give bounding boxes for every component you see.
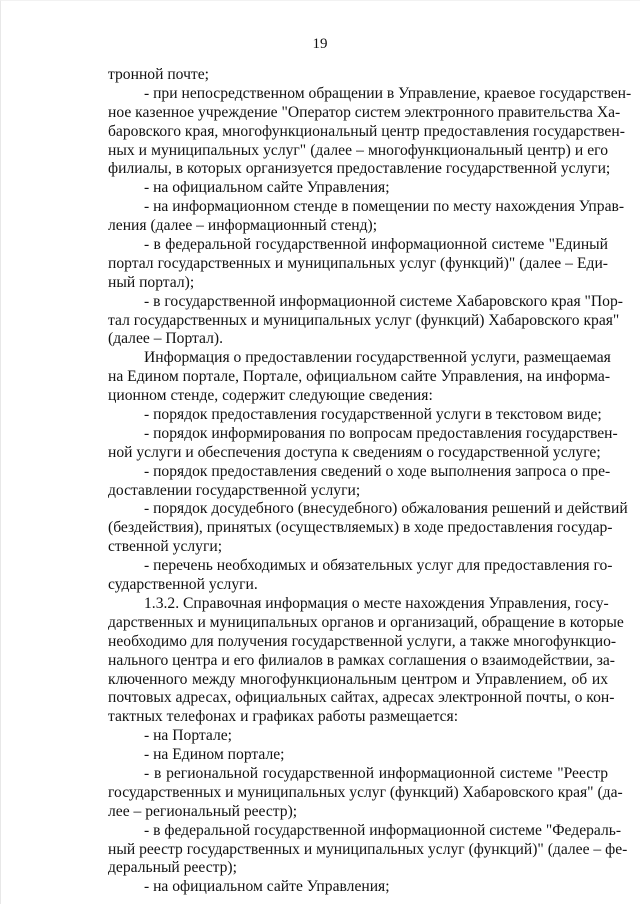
text-line: ный реестр государственных и муниципальных услуг (функций)" (далее – фе- (108, 840, 628, 858)
text-line: необходимо для получения государственной услуги, а также многофункцио- (108, 632, 617, 650)
text-line: - порядок информирования по вопросам предоставления государствен- (144, 424, 618, 442)
text-line: тронной почте; (108, 66, 209, 83)
text-line: лее – региональный реестр); (108, 802, 298, 820)
text-line: - перечень необходимых и обязательных услуг для предоставления го- (144, 557, 613, 575)
text-line: ственной услуги; (108, 538, 223, 556)
text-line: доставлении государственной услуги; (108, 481, 361, 499)
text-line: филиалы, в которых организуется предоставление государственной услуги; (108, 160, 611, 178)
text-line: - при непосредственном обращении в Управление, краевое государствен- (144, 84, 632, 102)
text-line: - в региональной государственной информационной системе "Реестр (144, 764, 608, 782)
text-line: - порядок предоставления государственной услуги в текстовом виде; (144, 406, 602, 424)
text-line: нального центра и его филиалов в рамках соглашения о взаимодействии, за- (108, 651, 615, 669)
text-line: дарственных и муниципальных органов и организаций, обращение в которые (108, 613, 624, 631)
text-line: деральный реестр); (108, 859, 237, 877)
text-line: ления (далее – информационный стенд); (108, 217, 378, 235)
text-line: ный портал); (108, 273, 195, 291)
text-line: почтовых адресах, официальных сайтах, адресах электронной почты, о кон- (108, 689, 615, 707)
text-line: - порядок досудебного (внесудебного) обжалования решений и действий (144, 500, 628, 518)
text-line: сударственной услуги. (108, 576, 258, 594)
page-number: 19 (312, 36, 328, 52)
text-line: - порядок предоставления сведений о ходе выполнения запроса о пре- (144, 462, 611, 480)
text-line: Информация о предоставлении государственной услуги, размещаемая (144, 349, 611, 367)
text-line: - в федеральной государственной информационной системе "Единый (144, 236, 608, 254)
document-body (108, 66, 632, 897)
text-line: - на информационном стенде в помещении по месту нахождения Управ- (144, 198, 625, 216)
text-line: ных и муниципальных услуг" (далее – многофункциональный центр) и его (108, 141, 608, 159)
text-line: ционном стенде, содержит следующие сведения: (108, 387, 433, 405)
text-line: тактных телефонах и графиках работы размещается: (108, 708, 459, 726)
text-line: ное казенное учреждение "Оператор систем электронного правительства Ха- (108, 103, 621, 121)
text-line: портал государственных и муниципальных услуг (функций)" (далее – Еди- (108, 254, 608, 272)
text-line: (далее – Портал). (108, 330, 223, 348)
text-line: - на официальном сайте Управления; (144, 878, 390, 896)
text-line: на Едином портале, Портале, официальном сайте Управления, на информа- (108, 368, 611, 386)
text-line: баровского края, многофункциональный центр предоставления государствен- (108, 122, 625, 140)
text-line: (бездействия), принятых (осуществляемых) в ходе предоставления государ- (108, 519, 613, 537)
text-line: ной услуги и обеспечения доступа к сведениям о государственной услуге; (108, 443, 601, 461)
text-line: - в государственной информационной системе Хабаровского края "Пор- (144, 292, 623, 310)
text-line: государственных и муниципальных услуг (функций) Хабаровского края" (да- (108, 783, 623, 801)
text-line: тал государственных и муниципальных услуг (функций) Хабаровского края" (108, 311, 620, 329)
text-line: - на Портале; (144, 727, 233, 745)
text-line: - на официальном сайте Управления; (144, 179, 390, 197)
text-line: 1.3.2. Справочная информация о месте нахождения Управления, госу- (144, 594, 609, 612)
text-line: - в федеральной государственной информационной системе "Федераль- (144, 821, 622, 839)
text-line: - на Едином портале; (144, 746, 285, 764)
text-line: ключенного между многофункциональным центром и Управлением, об их (108, 670, 608, 688)
